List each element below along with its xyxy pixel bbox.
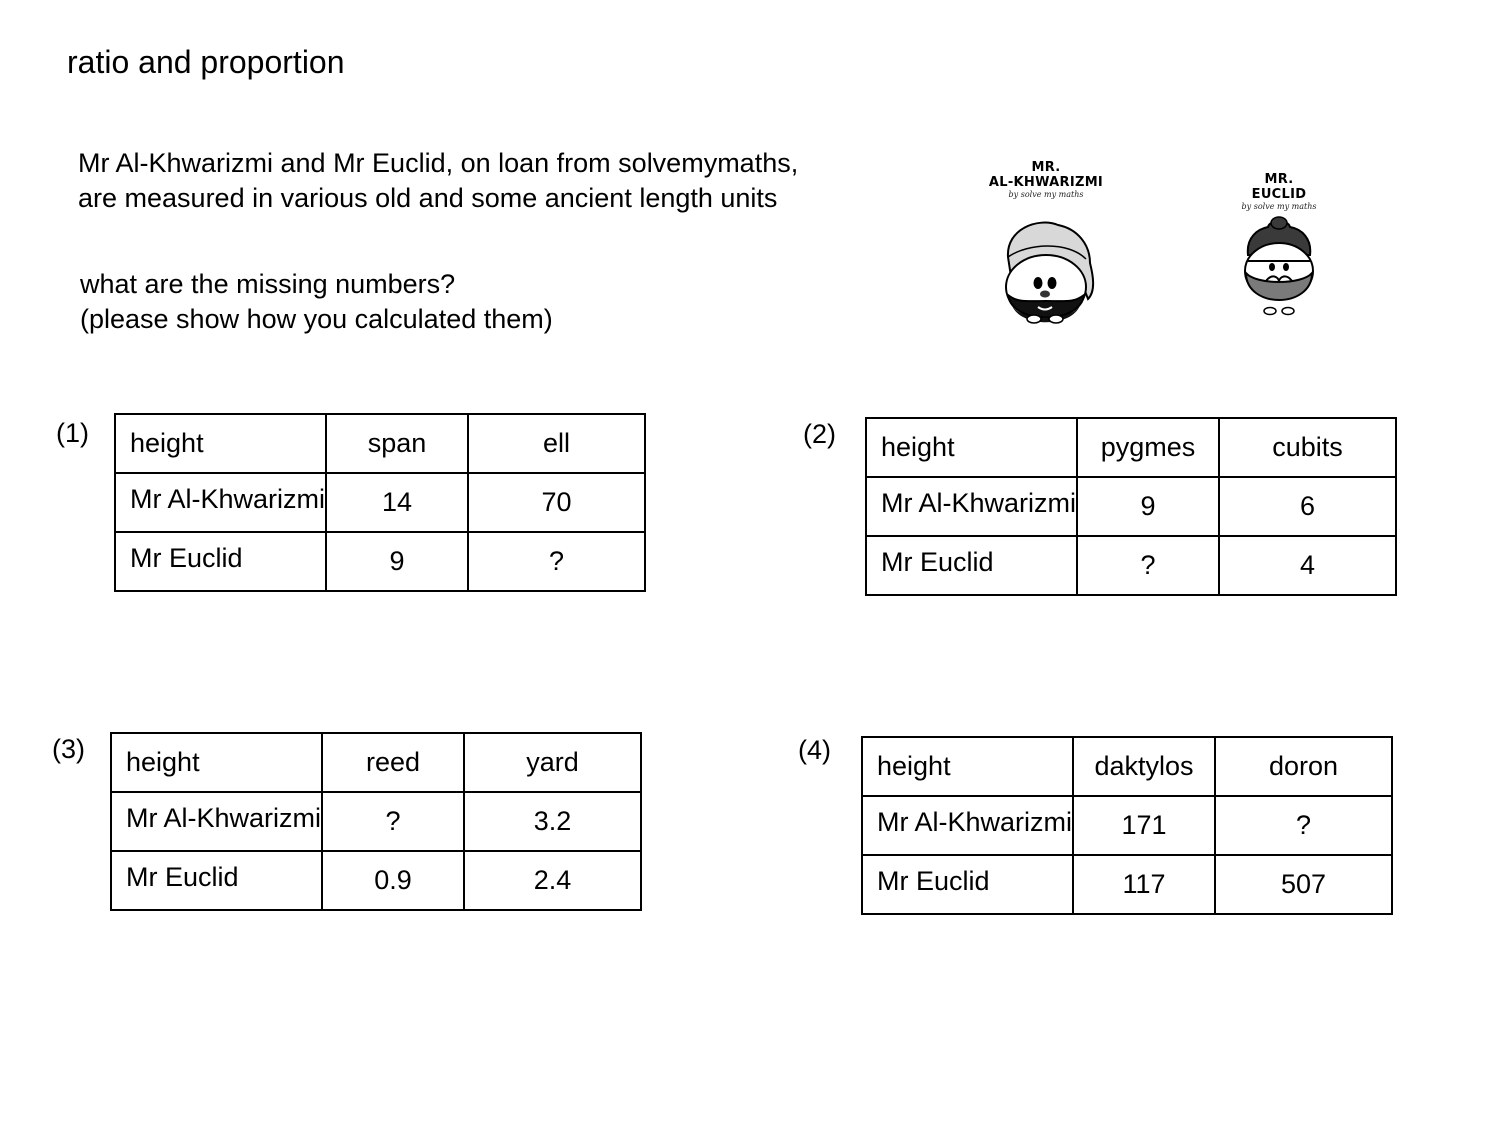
table-4-row-1-value-a: 171	[1073, 796, 1215, 855]
question-line-1: what are the missing numbers?	[80, 269, 456, 299]
euclid-illustration-icon	[1236, 211, 1322, 319]
table-2-header-row	[866, 418, 1396, 477]
table-row	[866, 477, 1396, 536]
table-2	[865, 417, 1397, 596]
al-khwarizmi-illustration-icon	[978, 199, 1114, 324]
table-1-row-2-value-a: 9	[326, 532, 468, 591]
table-3	[110, 732, 642, 911]
mascot-al-khwarizmi-title-1: MR.	[1031, 160, 1061, 175]
table-3-header-height: height	[111, 733, 322, 792]
table-4-row-2-value-a: 117	[1073, 855, 1215, 914]
table-1-header-height: height	[115, 414, 326, 473]
table-1-header-row	[115, 414, 645, 473]
intro-line-2: are measured in various old and some ancient length units	[78, 183, 778, 213]
mascot-euclid-byline: by solve my maths	[1241, 202, 1317, 211]
table-1-label: (1)	[56, 418, 89, 448]
intro-text	[78, 146, 798, 216]
table-2-row-1-value-b: 6	[1219, 477, 1396, 536]
table-1	[114, 413, 646, 592]
table-4-row-1-value-b: ?	[1215, 796, 1392, 855]
table-3-header-unit-b: yard	[464, 733, 641, 792]
table-1-row-2-value-b: ?	[468, 532, 645, 591]
table-3-header-row	[111, 733, 641, 792]
table-4-row-1-name: Mr Al-Khwarizmi	[862, 796, 1073, 855]
table-1-row-1-value-b: 70	[468, 473, 645, 532]
table-4	[861, 736, 1393, 915]
table-2-header-height: height	[866, 418, 1077, 477]
table-2-label: (2)	[803, 419, 836, 449]
question-line-2: (please show how you calculated them)	[80, 304, 553, 334]
table-4-header-row	[862, 737, 1392, 796]
table-2-row-1-name: Mr Al-Khwarizmi	[866, 477, 1077, 536]
table-3-header-unit-a: reed	[322, 733, 464, 792]
table-3-row-1-value-a: ?	[322, 792, 464, 851]
table-3-row-1-name: Mr Al-Khwarizmi	[111, 792, 322, 851]
question-text	[80, 267, 553, 337]
mascot-euclid-title-2: EUCLID	[1251, 187, 1307, 202]
table-row	[115, 532, 645, 591]
table-2-row-2-name: Mr Euclid	[866, 536, 1077, 595]
intro-line-1: Mr Al-Khwarizmi and Mr Euclid, on loan from solvemymaths,	[78, 148, 799, 178]
table-4-header-height: height	[862, 737, 1073, 796]
table-3-row-2-value-b: 2.4	[464, 851, 641, 910]
table-row	[111, 792, 641, 851]
table-3-row-2-value-a: 0.9	[322, 851, 464, 910]
table-4-row-2-value-b: 507	[1215, 855, 1392, 914]
table-2-header-unit-a: pygmes	[1077, 418, 1219, 477]
table-row	[862, 855, 1392, 914]
mascot-al-khwarizmi	[978, 160, 1114, 329]
table-1-header-unit-a: span	[326, 414, 468, 473]
table-1-header-unit-b: ell	[468, 414, 645, 473]
mascot-al-khwarizmi-byline: by solve my maths	[1008, 190, 1084, 199]
table-2-row-1-value-a: 9	[1077, 477, 1219, 536]
table-row	[862, 796, 1392, 855]
table-4-row-2-name: Mr Euclid	[862, 855, 1073, 914]
table-3-row-1-value-b: 3.2	[464, 792, 641, 851]
page-title: ratio and proportion	[67, 44, 345, 80]
table-3-label: (3)	[52, 734, 85, 764]
table-row	[111, 851, 641, 910]
mascot-euclid-title-1: MR.	[1264, 172, 1294, 187]
table-2-header-unit-b: cubits	[1219, 418, 1396, 477]
table-4-header-unit-a: daktylos	[1073, 737, 1215, 796]
table-1-row-1-name: Mr Al-Khwarizmi	[115, 473, 326, 532]
table-1-row-1-value-a: 14	[326, 473, 468, 532]
table-row	[115, 473, 645, 532]
mascot-al-khwarizmi-title-2: AL-KHWARIZMI	[988, 175, 1104, 190]
table-2-row-2-value-b: 4	[1219, 536, 1396, 595]
table-4-header-unit-b: doron	[1215, 737, 1392, 796]
mascot-euclid	[1236, 172, 1322, 324]
table-1-row-2-name: Mr Euclid	[115, 532, 326, 591]
table-3-row-2-name: Mr Euclid	[111, 851, 322, 910]
table-4-label: (4)	[798, 735, 831, 765]
table-row	[866, 536, 1396, 595]
table-2-row-2-value-a: ?	[1077, 536, 1219, 595]
